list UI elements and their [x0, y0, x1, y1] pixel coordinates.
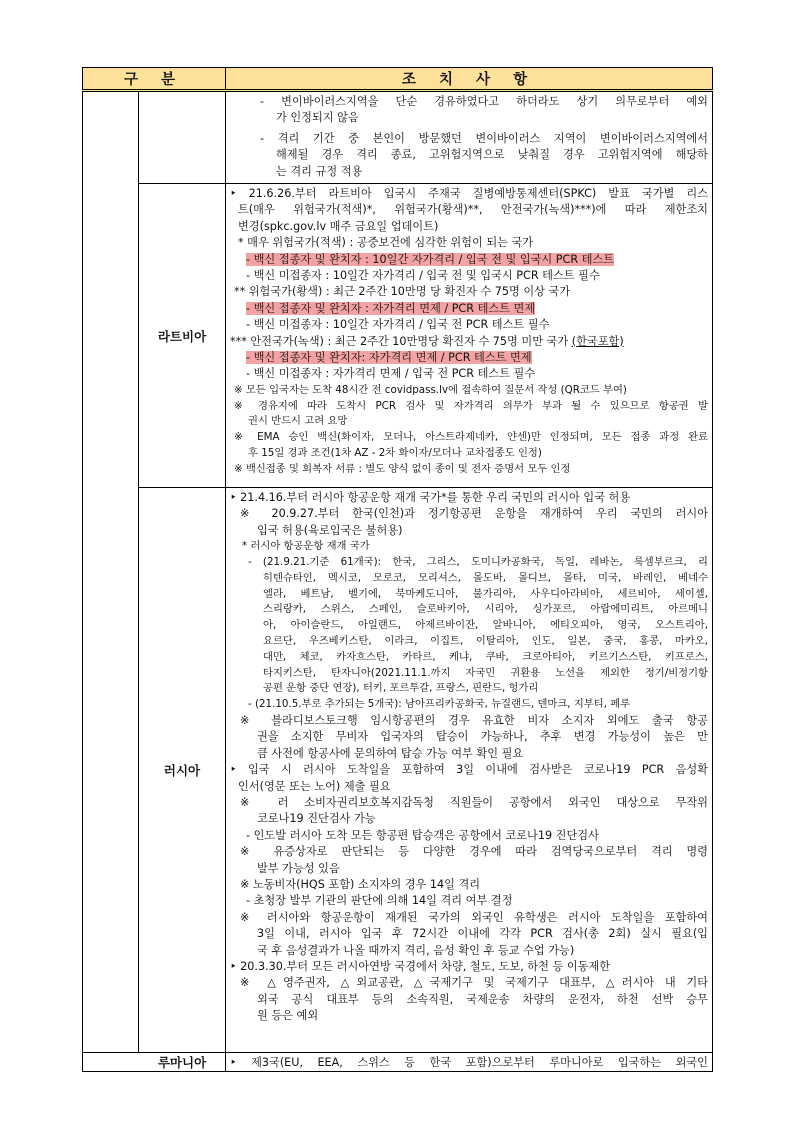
text-line: 는 격리 규정 적용	[276, 164, 363, 178]
table-row	[83, 91, 713, 184]
text-line: 대만, 체코, 카자흐스탄, 카타르, 케냐, 쿠바, 크로아티아, 키르기스스탄, 키프로스,	[263, 650, 708, 663]
text-line: 코로나19 진단검사 가능	[257, 812, 376, 826]
country-cell	[139, 91, 226, 184]
text-line: ※ 블라디보스토크행 임시항공편의 경우 유효한 비자 소지자 외에도 출국 항공	[240, 713, 708, 727]
text-line: - 인도발 러시아 도착 모든 항공편 탑승객은 공항에서 코로나19 진단검사	[246, 828, 599, 842]
text-line: - 변이바이러스지역을 단순 경유하였다고 하더라도 상기 의무로부터 예외	[260, 95, 708, 108]
text-line: 3일 이내, 러시아 입국 후 72시간 이내에 각각 PCR 검사(총 2회) 실시 필요(입	[257, 927, 708, 941]
text-line: 해제될 경우 격리 종료, 고위험지역으로 낮춰질 경우 고위험지역에 해당하	[276, 148, 708, 162]
text-line: 스리랑카, 스위스, 스페인, 슬로바키아, 시리아, 싱가포르, 아랍에미리트, 아르메니	[263, 603, 708, 616]
text-line: ※ 노동비자(HQS 포함) 소지자의 경우 14일 격리	[240, 878, 481, 892]
text-line: 히텐슈타인, 멕시코, 모로코, 모리셔스, 몰도바, 몰디브, 몰타, 미국, 바레인, 베네수	[263, 571, 708, 584]
measures-cell	[226, 1053, 713, 1072]
table-row	[83, 488, 713, 1053]
text-line: - 격리 기간 중 본인이 방문했던 변이바이러스 지역이 변이바이러스지역에서	[260, 131, 708, 145]
text-line: 외국 공식 대표부 등의 소속직원, 국제운송 차량의 운전자, 하천 선박 승무	[257, 992, 708, 1006]
highlighted-line: - 백신 접종자 및 완치자 : 자가격리 면제 / PCR 테스트 면제	[246, 301, 536, 315]
text-line: ※ EMA 승인 백신(화이자, 모더나, 아스트라제네카, 얀센)만 인정되며, 모든 접종 과정 완료	[234, 431, 708, 444]
text-line: - 초청장 발부 기관의 판단에 의해 14일 격리 여부 결정	[246, 894, 513, 908]
text-line: 원 등은 예외	[257, 1009, 319, 1023]
text-line: - (21.10.5.부로 추가되는 5개국): 남아프리카공화국, 뉴질랜드, 덴마크, 지부티, 페루	[248, 698, 631, 711]
country-russia: 러시아	[139, 488, 226, 1053]
text-line: ※ △영주권자, △외교공관, △국제기구 및 국제기구 대표부, △러시아 내 기타	[240, 976, 708, 990]
text-line: ※ 러 소비자권리보호복지감독청 직원들이 공항에서 외국인 대상으로 무작위	[240, 796, 708, 810]
text-line: 발부 가능성 있음	[257, 861, 340, 875]
text-line: ‣ 입국 시 러시아 도착일을 포함하여 3일 이내에 검사받은 코로나19 PCR 음성확	[230, 763, 708, 777]
text-line: 아, 아이슬란드, 아일랜드, 아제르바이잔, 알바니아, 에티오피아, 영국, 오스트리아,	[263, 619, 708, 632]
text-line: 권을 소지한 무비자 입국자의 탑승이 가능하나, 추후 변경 가능성이 높은 만	[257, 730, 708, 744]
table-row	[83, 1053, 713, 1072]
measures-cell	[226, 488, 713, 1053]
header-category: 구 분	[83, 68, 226, 91]
text-line: 권시 반드시 고려 요망	[248, 415, 348, 428]
text-line: ※ 러시아와 항공운항이 재개된 국가의 외국인 유학생은 러시아 도착일을 포함하여	[240, 910, 708, 924]
text-line: - 백신 미접종자 : 자가격리 면제 / 입국 전 PCR 테스트 필수	[246, 367, 536, 381]
text-line: 인서(영문 또는 노어) 제출 필요	[238, 779, 391, 793]
text-line: * 러시아 항공운항 재개 국가	[242, 540, 370, 553]
text-line: ※ 모든 입국자는 도착 48시간 전 covidpass.lv에 접속하여 질문서 작성 (QR코드 부여)	[234, 383, 627, 396]
text-line: ※ 20.9.27.부터 한국(인천)과 정기항공편 운항을 재개하여 우리 국민의 러시아	[240, 507, 708, 521]
text-line: 타지키스탄, 탄자니아(2021.11.1.까지 자국민 귀환용 노선을 제외한 정기/비정기항	[263, 666, 708, 679]
text-line: 엘라, 베트남, 벨기에, 북마케도니아, 불가리아, 사우디아라비아, 세르비아, 세이셸,	[263, 587, 708, 600]
country-romania: 루마니아	[83, 1053, 226, 1072]
table-header-row	[83, 68, 713, 91]
text-line: * 매우 위험국가(적색) : 공중보건에 심각한 위험이 되는 국가	[238, 236, 534, 250]
country-latvia: 라트비아	[139, 184, 226, 488]
measures-cell	[226, 91, 713, 184]
text-line: 공편 운항 중단 연장), 터키, 포르투갈, 프랑스, 핀란드, 헝가리	[263, 682, 539, 695]
text-line: ※ 경유지에 따라 도착시 PCR 검사 및 자가격리 의무가 부과 될 수 있으므로 항공권 발	[234, 399, 708, 412]
text-line: - (21.9.21.기준 61개국): 한국, 그리스, 도미니카공화국, 독일, 레바논, 룩셈부르크, 리	[248, 556, 708, 569]
text-line: - 백신 미접종자 : 10일간 자가격리 / 입국 전 및 입국시 PCR 테스트 필수	[246, 269, 600, 283]
text-line: ※ 백신접종 및 회복자 서류 : 별도 양식 없이 종이 및 전자 증명서 모두 인정	[234, 462, 571, 475]
text-line: ‣ 20.3.30.부터 모든 러시아연방 국경에서 차량, 철도, 도보, 하천 등 이동제한	[230, 960, 611, 974]
text-line: ‣ 21.4.16.부터 러시아 항공운항 재개 국가*를 통한 우리 국민의 러시아 입국 허용	[230, 491, 631, 504]
text-line: 트(매우 위험국가(적색)*, 위험국가(황색)**, 안전국가(녹색)***)에 따라 제한조치	[238, 203, 708, 217]
measures-cell	[226, 184, 713, 488]
text-line: 후 15일 경과 조건(1차 AZ - 2차 화이자/모더나 교차접종도 인정)	[248, 447, 542, 460]
text-line: - 백신 미접종자 : 10일간 자가격리 / 입국 전 PCR 테스트 필수	[246, 318, 550, 332]
highlighted-line: - 백신 접종자 및 완치자: 자가격리 면제 / PCR 테스트 면제	[246, 351, 532, 365]
text-line: ‣ 제3국(EU, EEA, 스위스 등 한국 포함)으로부터 루마니아로 입국하는 외국인	[230, 1056, 708, 1069]
text-line: 변경(spkc.gov.lv 매주 금요일 업데이트)	[238, 219, 439, 233]
measures-table	[82, 67, 713, 1072]
text-line: 입국 허용(육로입국은 불허용)	[257, 523, 403, 537]
text-line: ※ 유증상자로 판단되는 등 다양한 경우에 따라 검역당국으로부터 격리 명령	[240, 845, 708, 859]
text-line: ** 위험국가(황색) : 최근 2주간 10만명 당 확진자 수 75명 이상 국가	[234, 285, 571, 299]
highlighted-line: - 백신 접종자 및 완치자 : 10일간 자가격리 / 입국 전 및 입국시 PCR 테스트	[246, 252, 615, 266]
region-cell	[83, 91, 139, 1053]
table-row	[83, 184, 713, 488]
text-line: 요르단, 우즈베키스탄, 이라크, 이집트, 이탈리아, 인도, 일본, 중국, 홍콩, 마카오,	[263, 635, 708, 647]
text-line: *** 안전국가(녹색) : 최근 2주간 10만명당 확진자 수 75명 미만 국가 (한국포함)	[230, 334, 624, 348]
header-measures: 조 치 사 항	[226, 68, 713, 91]
text-line: ‣ 21.6.26.부터 라트비아 입국시 주재국 질병예방통제센터(SPKC) 발표 국가별 리스	[230, 187, 708, 200]
text-line: 큼 사전에 항공사에 문의하여 탑승 가능 여부 확인 필요	[257, 746, 524, 760]
text-line: 가 인정되지 않음	[276, 111, 359, 125]
text-line: 국 후 음성결과가 나올 때까지 격리, 음성 확인 후 등교 수업 가능)	[257, 943, 575, 957]
